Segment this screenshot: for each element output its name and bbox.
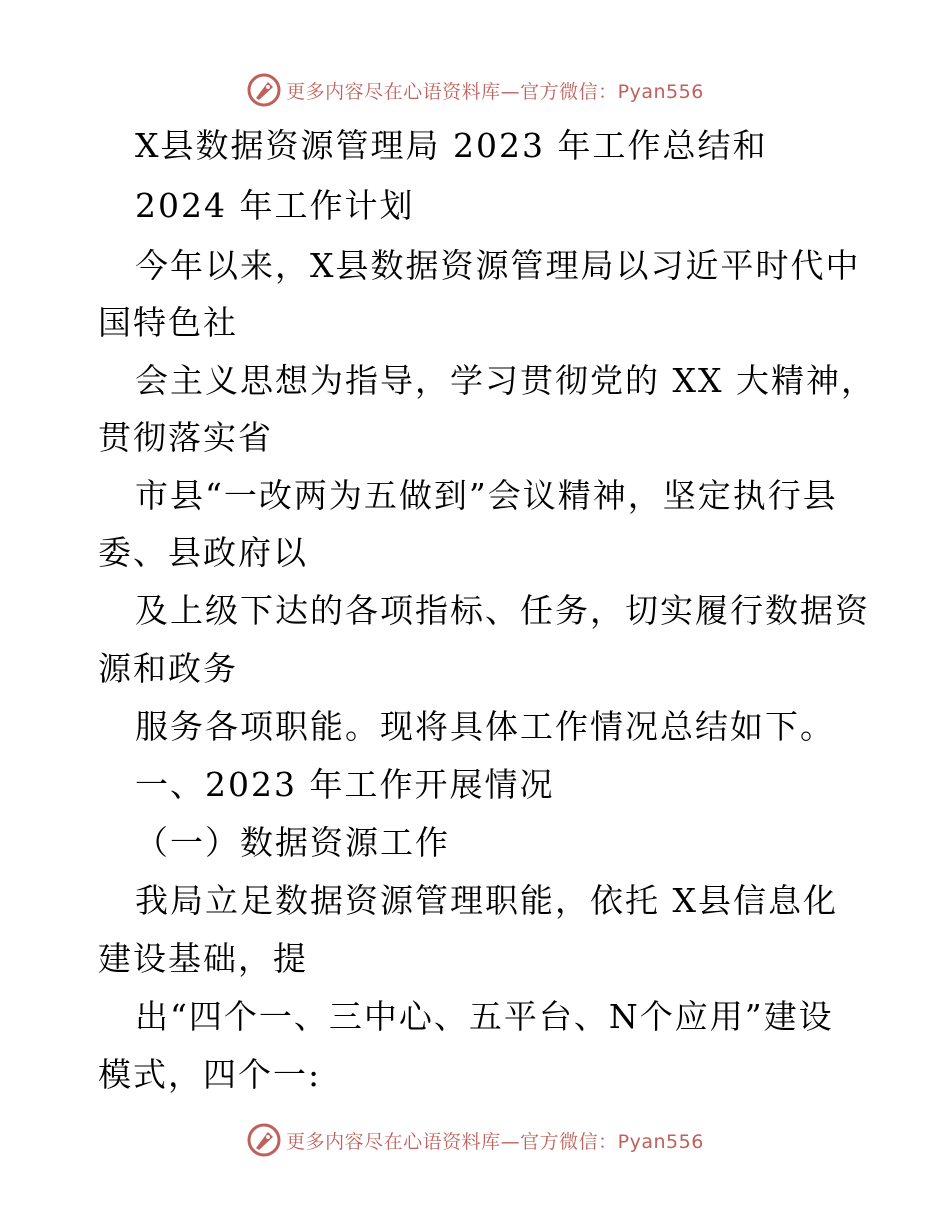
paragraph-line: 及上级下达的各项指标、任务，切实履行数据资 <box>135 591 870 630</box>
paragraph-line: 模式，四个一: <box>98 1055 322 1094</box>
pen-nib-seal-icon <box>246 72 282 108</box>
paragraph-line: 会主义思想为指导，学习贯彻党的 XX 大精神， <box>135 361 876 400</box>
paragraph-line: 建设基础，提 <box>98 939 308 978</box>
paragraph-line: 委、县政府以 <box>98 533 308 572</box>
watermark-banner-bottom <box>0 1120 950 1160</box>
paragraph-line: 贯彻落实省 <box>98 418 273 457</box>
paragraph-line: 今年以来，X县数据资源管理局以习近平时代中 <box>135 246 861 285</box>
watermark-text: 更多内容尽在心语资料库—官方微信：Pyan556 <box>286 80 704 103</box>
document-title-line-1: X县数据资源管理局 2023 年工作总结和 <box>135 126 768 165</box>
section-heading: 一、2023 年工作开展情况 <box>135 765 555 804</box>
subsection-heading: （一）数据资源工作 <box>135 823 450 862</box>
document-title-line-2: 2024 年工作计划 <box>135 186 415 225</box>
paragraph-line: 国特色社 <box>98 303 238 342</box>
pen-nib-seal-icon <box>246 1122 282 1158</box>
watermark-banner-top <box>0 70 950 110</box>
watermark-text: 更多内容尽在心语资料库—官方微信：Pyan556 <box>286 1130 704 1153</box>
paragraph-line: 出“四个一、三中心、五平台、N个应用”建设 <box>135 997 834 1036</box>
paragraph-line: 我局立足数据资源管理职能，依托 X县信息化 <box>135 881 838 920</box>
paragraph-line: 服务各项职能。现将具体工作情况总结如下。 <box>135 707 835 746</box>
paragraph-line: 市县“一改两为五做到”会议精神，坚定执行县 <box>135 476 838 515</box>
paragraph-line: 源和政务 <box>98 649 238 688</box>
